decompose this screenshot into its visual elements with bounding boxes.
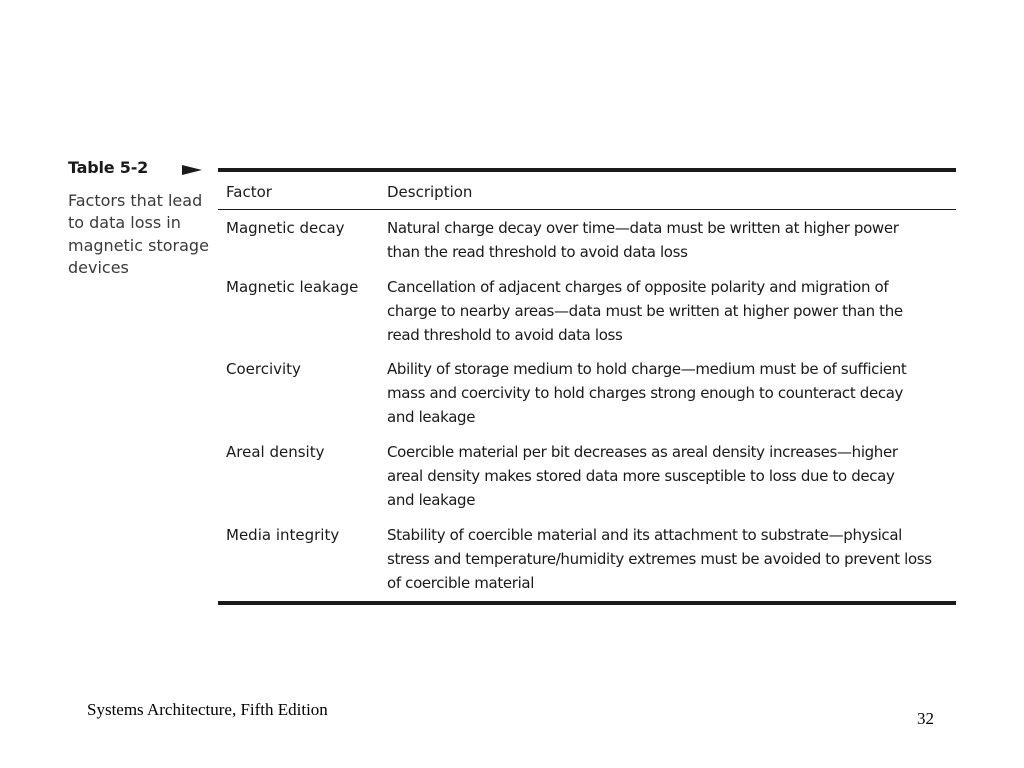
row-factor: Magnetic decay	[226, 219, 345, 237]
description-line: and leakage	[387, 491, 476, 509]
description-line: Stability of coercible material and its attachment to substrate—physical	[387, 526, 902, 544]
table-header-rule	[218, 209, 956, 210]
table-bottom-rule	[218, 601, 956, 605]
row-description	[387, 357, 957, 429]
column-header-factor: Factor	[226, 183, 272, 201]
row-factor: Areal density	[226, 443, 325, 461]
row-description	[387, 216, 957, 264]
description-line: Ability of storage medium to hold charge—medium must be of sufficient	[387, 360, 907, 378]
description-line: areal density makes stored data more susceptible to loss due to decay	[387, 467, 895, 485]
description-line: than the read threshold to avoid data loss	[387, 243, 688, 261]
description-line: charge to nearby areas—data must be written at higher power than the	[387, 302, 903, 320]
description-line: of coercible material	[387, 574, 535, 592]
table-caption: Factors that lead to data loss in magnetic storage devices	[68, 191, 209, 277]
description-line: and leakage	[387, 408, 476, 426]
arrow-marker-icon	[182, 165, 202, 175]
row-description	[387, 275, 957, 347]
description-line: Cancellation of adjacent charges of opposite polarity and migration of	[387, 278, 889, 296]
row-factor: Media integrity	[226, 526, 340, 544]
table-top-rule	[218, 168, 956, 172]
description-line: Coercible material per bit decreases as areal density increases—higher	[387, 443, 898, 461]
footer-book-title: Systems Architecture, Fifth Edition	[87, 700, 328, 719]
description-line: read threshold to avoid data loss	[387, 326, 623, 344]
row-factor: Coercivity	[226, 360, 301, 378]
row-description	[387, 523, 957, 595]
column-header-description: Description	[387, 183, 473, 201]
table-label: Table 5-2	[68, 158, 149, 177]
footer-page-number: 32	[917, 709, 934, 728]
row-factor: Magnetic leakage	[226, 278, 359, 296]
description-line: Natural charge decay over time—data must be written at higher power	[387, 219, 899, 237]
description-line: stress and temperature/humidity extremes must be avoided to prevent loss	[387, 550, 932, 568]
row-description	[387, 440, 957, 512]
description-line: mass and coercivity to hold charges strong enough to counteract decay	[387, 384, 904, 402]
